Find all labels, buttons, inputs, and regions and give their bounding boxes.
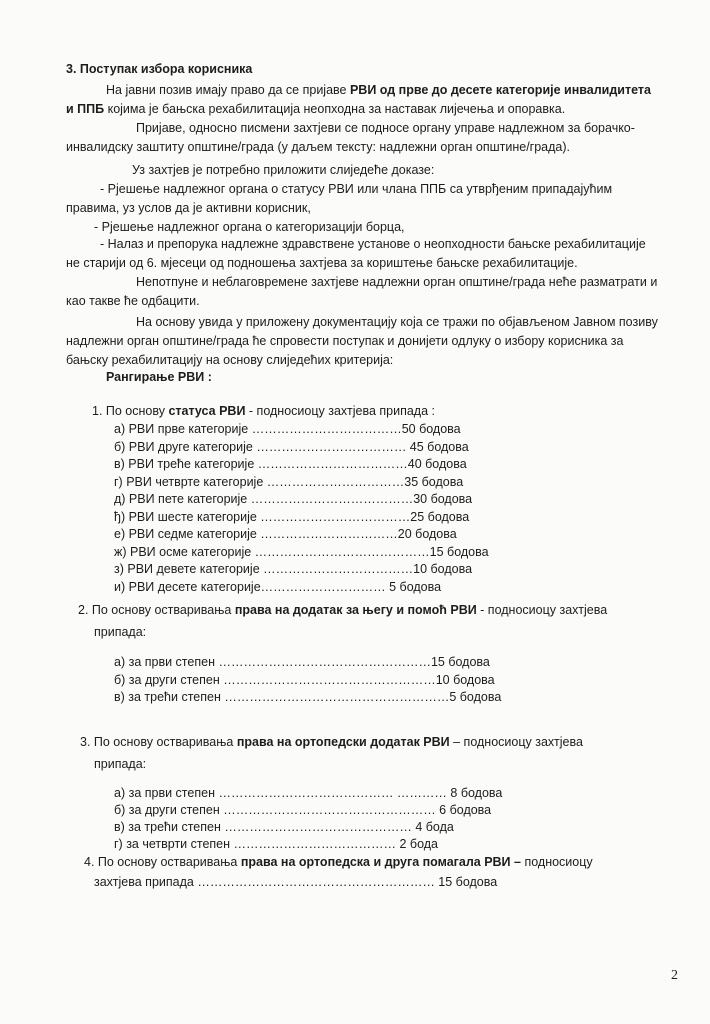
criterion-item: е) РВИ седме категорије ……………………………20 бодова — [114, 527, 457, 541]
criterion-line — [78, 603, 607, 617]
criterion-item: а) РВИ прве категорије ………………………………50 бодова — [114, 422, 461, 436]
text-span: – подносиоцу захтјева — [449, 735, 583, 749]
text-span: бањску рехабилитацију на основу слиједећих критерија: — [66, 353, 394, 367]
criterion-item: в) РВИ треће категорије ………………………………40 бодова — [114, 457, 467, 471]
intro-line — [94, 219, 405, 237]
intro-line — [136, 274, 657, 292]
intro-line — [100, 236, 646, 254]
criterion-item: в) за трећи степен ………………………………………………5 бодова — [114, 690, 502, 704]
criterion-line — [92, 404, 435, 418]
criterion-item: б) за други степен …………………………………………… 6 бодова — [114, 803, 492, 817]
intro-line — [66, 101, 565, 119]
text-span: На основу увида у приложену документацију која се тражи по објављеном Јавном позиву — [136, 315, 658, 329]
text-span: - подносиоцу захтјева припада : — [245, 404, 435, 418]
text-span: правима, уз услов да је активни корисник, — [66, 201, 311, 215]
text-span: - Рјешење надлежног органа о статусу РВИ или члана ППБ са утврђеним припадајућим — [100, 182, 613, 196]
intro-line — [66, 352, 393, 370]
text-span: захтјева припада ………………………………………………… 15 бодова — [94, 875, 498, 889]
text-span: 2. По основу остваривања — [78, 603, 235, 617]
bold-text: статуса РВИ — [168, 404, 246, 418]
text-span: надлежни орган општине/града ће спровести поступак и донијети одлуку о избору корисника за — [66, 334, 624, 348]
text-span: подносиоцу — [520, 855, 593, 869]
text-span: 1. По основу — [92, 404, 169, 418]
text-span: - Рјешење надлежног органа о категоризацији борца, — [94, 220, 405, 234]
criterion-line — [94, 757, 146, 771]
criterion-item: з) РВИ девете категорије ………………………………10 бодова — [114, 562, 473, 576]
criterion-item: б) за други степен ……………………………………………10 бодова — [114, 672, 495, 687]
criterion-line — [80, 735, 583, 749]
bold-text: права на ортопедска и друга помагала РВИ – — [240, 855, 521, 869]
text-span: Пријаве, односно писмени захтјеви се подносе органу управе надлежном за борачко- — [136, 121, 635, 135]
text-span: којима је бањска рехабилитација неопходна за наставак лијечења и опоравка. — [104, 102, 566, 116]
intro-line — [100, 181, 612, 199]
intro-line — [66, 293, 200, 311]
intro-line — [66, 139, 570, 157]
intro-line — [136, 314, 658, 332]
intro-line — [66, 333, 623, 351]
text-span: - Налаз и препорука надлежне здравствене установе о неопходности бањске рехабилитације — [100, 237, 646, 251]
intro-line — [66, 255, 578, 273]
page-number: 2 — [671, 968, 678, 983]
criterion-line — [94, 875, 497, 889]
criterion-item: г) за четврти степен ………………………………… 2 бода — [114, 837, 438, 851]
criterion-item: а) за први степен ……………………………………………15 бодова — [114, 655, 490, 669]
ranking-heading: Рангирање РВИ : — [106, 370, 212, 384]
bold-text: права на додатак за његу и помоћ РВИ — [234, 603, 477, 617]
text-span: Непотпуне и неблаговремене захтјеве надлежни орган општине/града неће разматрати и — [136, 275, 658, 289]
text-span: као такве ће одбацити. — [66, 294, 200, 308]
criterion-item: д) РВИ пете категорије …………………………………30 бодова — [114, 492, 473, 506]
text-span: припада: — [94, 625, 147, 639]
bold-text: РВИ од прве до десете категорије инвалидитета — [349, 83, 651, 97]
text-span: припада: — [94, 757, 147, 771]
criterion-line — [84, 855, 593, 869]
bold-text: права на ортопедски додатак РВИ — [236, 735, 450, 749]
intro-line — [136, 120, 635, 138]
criterion-item: ђ) РВИ шесте категорије ………………………………25 бодова — [114, 509, 470, 524]
section-heading: 3. Поступак избора корисника — [66, 62, 253, 76]
intro-line — [106, 82, 651, 100]
criterion-item: ж) РВИ осме категорије ……………………………………15 бодова — [114, 544, 489, 559]
intro-line — [132, 162, 434, 180]
text-span: инвалидску заштиту општине/града (у даљем тексту: надлежни орган општине/града). — [66, 140, 571, 154]
text-span: Уз захтјев је потребно приложити слиједеће доказе: — [132, 163, 435, 177]
text-span: не старији од 6. мјесеци од подношења захтјева за кориштење бањске рехабилитације. — [66, 256, 578, 270]
criterion-item: г) РВИ четврте категорије ……………………………35 бодова — [114, 474, 464, 489]
text-span: На јавни позив имају право да се пријаве — [106, 83, 350, 97]
criterion-item: в) за трећи степен ……………………………………… 4 бода — [114, 820, 454, 834]
criterion-item: и) РВИ десете категорије………………………… 5 бодова — [114, 579, 442, 594]
text-span: - подносиоцу захтјева — [476, 603, 608, 617]
text-span: 4. По основу остваривања — [84, 855, 241, 869]
intro-line — [66, 200, 311, 218]
bold-text: и ППБ — [66, 102, 105, 116]
criterion-item: а) за први степен …………………………………… ………… 8 бодова — [114, 786, 503, 800]
criterion-item: б) РВИ друге категорије ……………………………… 45 бодова — [114, 439, 469, 454]
criterion-line — [94, 625, 146, 639]
text-span: 3. По основу остваривања — [80, 735, 237, 749]
